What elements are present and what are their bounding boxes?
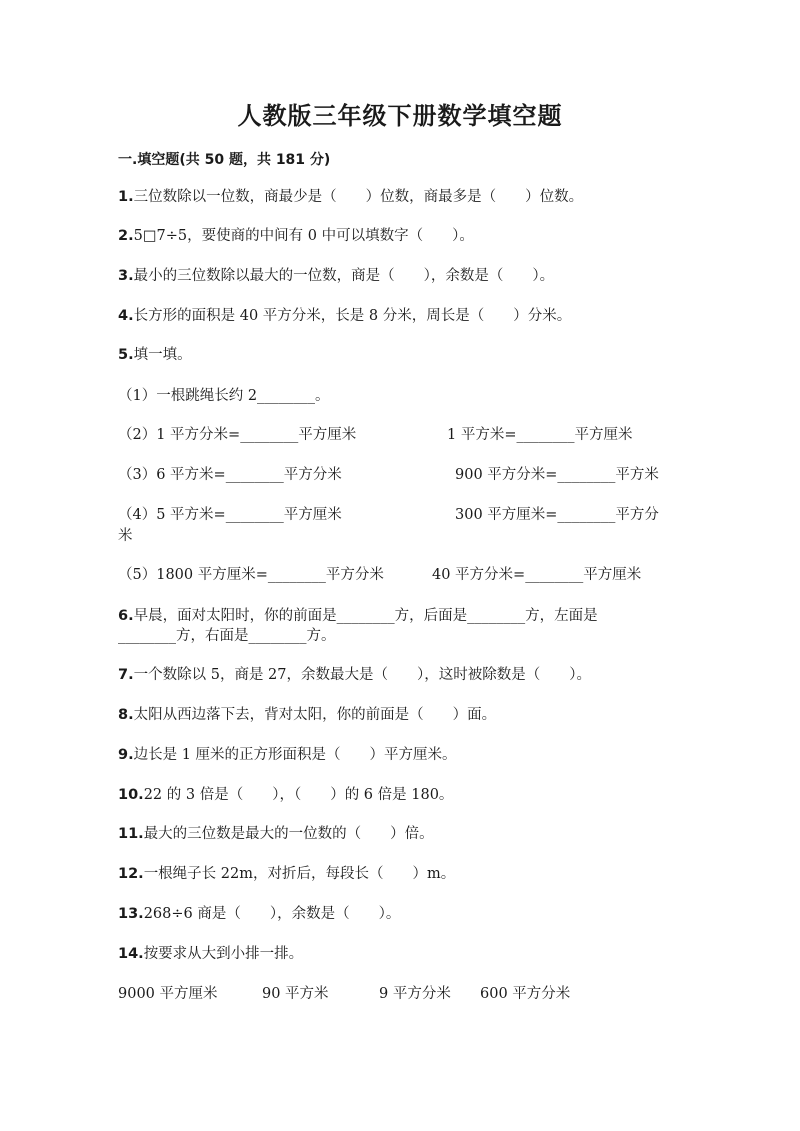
section-heading: 一.填空题(共 50 题，共 181 分) bbox=[118, 152, 331, 168]
question-text: 边长是 1 厘米的正方形面积是（ ）平方厘米。 bbox=[133, 747, 457, 763]
sort-item: 9 平方分米 bbox=[379, 986, 451, 1002]
subquestion-5-2b: 1 平方米=________平方厘米 bbox=[447, 427, 633, 443]
question-number: 3. bbox=[118, 268, 134, 284]
question-number: 4. bbox=[118, 308, 134, 324]
question-number: 13. bbox=[118, 906, 144, 922]
question-text: 最大的三位数是最大的一位数的（ ）倍。 bbox=[143, 826, 434, 842]
question-3 bbox=[118, 266, 554, 286]
sort-item: 600 平方分米 bbox=[480, 986, 571, 1002]
question-text: 一根绳子长 22m，对折后，每段长（ ）m。 bbox=[143, 866, 456, 882]
question-5 bbox=[118, 345, 192, 365]
subquestion-5-4b: 300 平方厘米=________平方分 bbox=[455, 507, 659, 523]
question-8 bbox=[118, 705, 496, 725]
question-6-continued: ________方，右面是________方。 bbox=[118, 628, 336, 644]
question-text: 按要求从大到小排一排。 bbox=[143, 946, 304, 962]
question-text: 22 的 3 倍是（ ），（ ）的 6 倍是 180。 bbox=[143, 787, 454, 803]
question-text: 填一填。 bbox=[133, 347, 192, 363]
question-6 bbox=[118, 606, 598, 626]
question-text: 5□7÷5，要使商的中间有 0 中可以填数字（ ）。 bbox=[133, 228, 474, 244]
question-number: 14. bbox=[118, 946, 144, 962]
question-text: 三位数除以一位数，商最少是（ ）位数，商最多是（ ）位数。 bbox=[133, 189, 584, 205]
question-4 bbox=[118, 306, 571, 326]
sort-item: 9000 平方厘米 bbox=[118, 986, 218, 1002]
question-7 bbox=[118, 665, 591, 685]
question-number: 2. bbox=[118, 228, 134, 244]
question-number: 9. bbox=[118, 747, 134, 763]
subquestion-5-3b: 900 平方分米=________平方米 bbox=[455, 467, 659, 483]
question-number: 12. bbox=[118, 866, 144, 882]
question-text: 一个数除以 5，商是 27，余数最大是（ ），这时被除数是（ ）。 bbox=[133, 667, 592, 683]
question-13 bbox=[118, 904, 400, 924]
subquestion-5-5a: （5）1800 平方厘米=________平方分米 bbox=[118, 567, 384, 583]
sort-item: 90 平方米 bbox=[262, 986, 329, 1002]
question-text: 太阳从西边落下去，背对太阳，你的前面是（ ）面。 bbox=[133, 707, 497, 723]
question-10 bbox=[118, 785, 453, 805]
question-number: 6. bbox=[118, 608, 134, 624]
question-number: 1. bbox=[118, 189, 134, 205]
question-1 bbox=[118, 187, 583, 207]
question-number: 10. bbox=[118, 787, 144, 803]
question-number: 8. bbox=[118, 707, 134, 723]
question-number: 7. bbox=[118, 667, 134, 683]
question-text: 268÷6 商是（ ），余数是（ ）。 bbox=[143, 906, 401, 922]
question-number: 11. bbox=[118, 826, 144, 842]
page-title: 人教版三年级下册数学填空题 bbox=[237, 102, 563, 130]
question-11 bbox=[118, 824, 434, 844]
question-9 bbox=[118, 745, 457, 765]
question-text: 长方形的面积是 40 平方分米，长是 8 分米，周长是（ ）分米。 bbox=[133, 308, 572, 324]
subquestion-5-5b: 40 平方分米=________平方厘米 bbox=[432, 567, 642, 583]
question-text: 早晨，面对太阳时，你的前面是________方，后面是________方，左面是 bbox=[133, 608, 598, 624]
subquestion-5-4c: 米 bbox=[118, 528, 133, 544]
subquestion-5-2a: （2）1 平方分米=________平方厘米 bbox=[118, 427, 357, 443]
question-14 bbox=[118, 944, 303, 964]
subquestion-5-4a: （4）5 平方米=________平方厘米 bbox=[118, 507, 342, 523]
question-2 bbox=[118, 226, 474, 246]
subquestion-5-3a: （3）6 平方米=________平方分米 bbox=[118, 467, 342, 483]
question-text: 最小的三位数除以最大的一位数，商是（ ），余数是（ ）。 bbox=[133, 268, 555, 284]
subquestion-5-1: （1）一根跳绳长约 2________。 bbox=[118, 388, 330, 404]
question-number: 5. bbox=[118, 347, 134, 363]
question-12 bbox=[118, 864, 455, 884]
